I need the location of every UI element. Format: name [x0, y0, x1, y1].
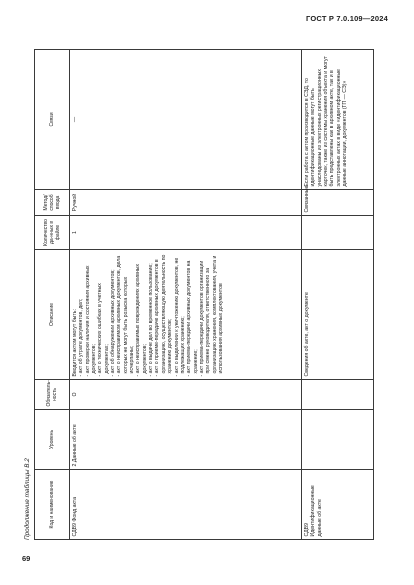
- column-header-level: Уровень: [35, 410, 70, 470]
- row-code: СДВ9 Идентификационные данные об акте: [302, 470, 374, 540]
- row-description: [302, 250, 374, 380]
- description-item: - акт приема-передачи архивных документов на хранение;: [186, 260, 199, 377]
- row-quantity: [302, 216, 374, 250]
- row-quantity: 1: [70, 216, 302, 250]
- column-header-input-method: Метод/способ ввода: [35, 190, 70, 216]
- description-item: - акт приема-передачи документов организации при смене руководителя, ответственного за организацию хранения, комплектования, учета и использования архивных документов: [198, 255, 224, 377]
- column-header-quantity: Количество да-нных в файле: [35, 216, 70, 250]
- row-code: СДВ9 Фонд акта: [70, 470, 302, 540]
- column-header-code: Код и наименование: [35, 470, 70, 540]
- column-header-links: Связи: [35, 50, 70, 190]
- row-input-method: Связанные: [302, 190, 374, 216]
- description-item: - акт о выдаче дел во временное пользование;: [148, 263, 155, 377]
- description-item: - акт об обнаружении архивных документов;: [110, 269, 117, 377]
- description-item: - акт о выделении к уничтожению документов, не подлежащих хранению;: [173, 257, 186, 377]
- page-number: 69: [22, 554, 31, 563]
- row-links: —: [70, 50, 302, 190]
- row-obligation: О: [70, 380, 302, 410]
- description-item: - акт о неисправимом архивных документов, дела которых не могут быть розыска которых исчерпаны;: [116, 255, 136, 377]
- description-intro: Сведения об акте, акт о документе: [304, 292, 310, 377]
- description-item: - акт о технических ошибках в учетных документах;: [97, 283, 110, 377]
- description-intro: Вводится актом могут быть:: [72, 309, 78, 377]
- table-row: [70, 50, 302, 540]
- row-obligation: [302, 380, 374, 410]
- table-row: [302, 50, 374, 540]
- column-header-obligation: Обязатель-ность: [35, 380, 70, 410]
- requirements-table: [34, 49, 374, 540]
- rotated-table-stage: [24, 50, 386, 540]
- document-standard-code: ГОСТ Р 7.0.109—2024: [306, 14, 388, 23]
- row-links: Если работа с актом производится в СЭД, то идентификационные данные могут быть унаследованы из электронных регистрационных карточек, также из системы хранения объекта и могут быть представлены как в архивном акте, так и в электронных актах в виде «идентификационные данные аннотации, документов (ГП — СЭ)»: [302, 50, 374, 190]
- description-item: - акт о неисправимых повреждениях архивных документов;: [135, 263, 148, 377]
- description-item: - акт об утрате документов, дел;: [78, 298, 85, 377]
- row-level: [302, 410, 374, 470]
- row-input-method: Ручной: [70, 190, 302, 216]
- description-item: - акт проверки наличия и состояния архивных документов;: [84, 265, 98, 377]
- description-item: - акт о приеме-передаче архивных документов в организацию, осуществляющую деятельность по хранению документов;: [154, 254, 174, 377]
- row-level: 2 Данные об акте: [70, 410, 302, 470]
- table-caption: Продолжение таблицы В.2: [24, 458, 31, 540]
- column-header-description: Описание: [35, 250, 70, 380]
- row-description: [70, 250, 302, 380]
- table-header-row: [35, 50, 70, 540]
